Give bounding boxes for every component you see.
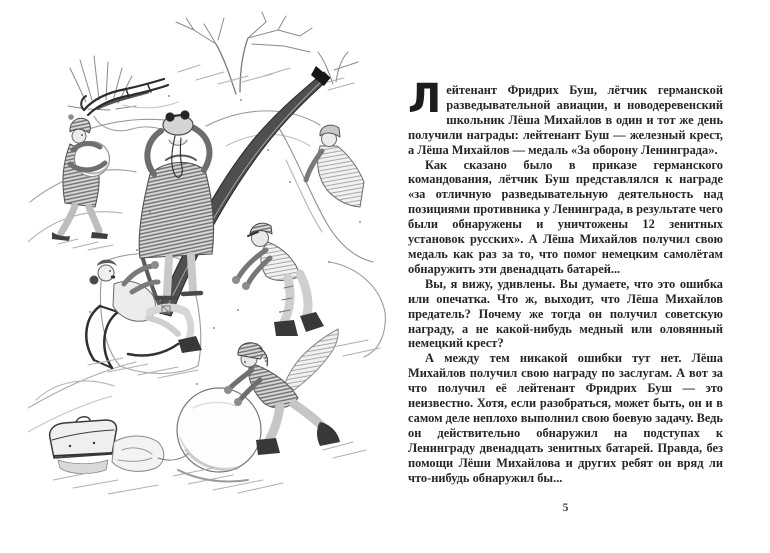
paragraph-4: А между тем никакой ошибки тут нет. Лёша Михайлов получил свою награду по заслугам. А вот за что получил её лейтенант Фридрих Буш — это неизвестно. Хотя, если разобраться, может быть, он и в самом деле неплохо выполнил свою боевую задачу. Ведь он действительно обнаружил на подступах к Ленинграду двенадцать зенитных батарей. Правда, без помощи Лёши Михайлова и других ребят он вряд ли что-нибудь обнаружил бы...	[408, 351, 723, 485]
story-text	[408, 76, 723, 485]
page-number: 5	[562, 502, 569, 514]
paragraph-1-text: ейтенант Фридрих Буш, лётчик германской разведывательной авиации, и новодеревенский школьник Лёша Михайлов в один и тот же день получили награды: лейтенант Буш — железный крест, а Лёша Михайлов — медаль «За оборону Ленинграда».	[408, 83, 723, 157]
drop-cap: Л	[408, 76, 442, 122]
paragraph-2: Как сказано было в приказе германского командования, лётчик Буш представлялся к награде «за отличную разведывательную деятельность над позициями противника у Ленинграда, в результате чего были обнаружены и уничтожены 12 зенитных установок русских». А Лёша Михайлов получил свою медаль как раз за то, что помог немецким самолётам обнаружить эти двенадцать батарей...	[408, 157, 723, 276]
paragraph-3: Вы, я вижу, удивлены. Вы думаете, что это ошибка или опечатка. Что ж, выходит, что Лёша Михайлов предатель? Почему же тогда он получил советскую награду, а не какой-нибудь медный или оловянный немецкий крест?	[408, 276, 723, 351]
paragraph-1	[408, 76, 723, 158]
